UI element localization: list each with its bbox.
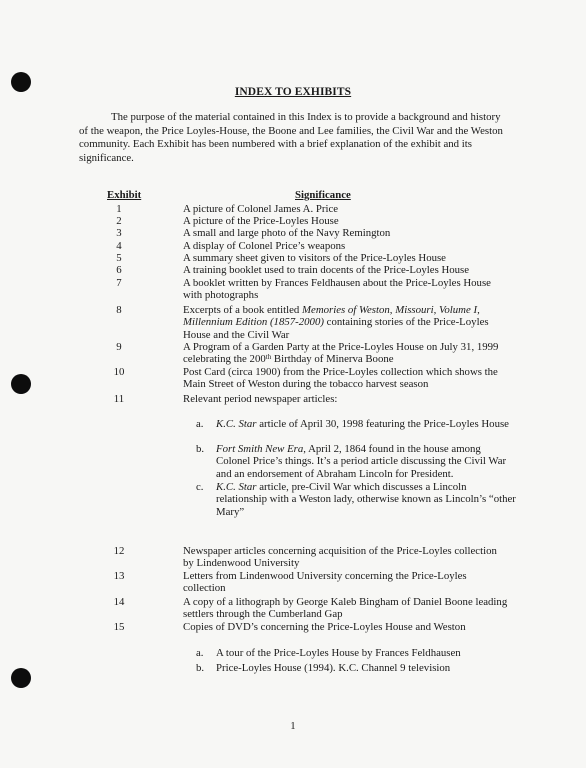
sub-item-body: article, pre-Civil War which discusses a Lincoln relationship with a Weston lady, otherwise known as Lincoln’s “other Mary” bbox=[216, 481, 516, 518]
exhibit-description: A picture of the Price-Loyles House bbox=[183, 215, 339, 227]
sub-item-text bbox=[216, 481, 516, 518]
binder-hole-bottom bbox=[11, 668, 31, 688]
exhibit-description: Post Card (circa 1900) from the Price-Loyles collection which shows the Main Street of Weston during the tobacco harvest season bbox=[183, 366, 498, 391]
exhibit-description: A small and large photo of the Navy Remington bbox=[183, 227, 391, 239]
exhibit-number: 10 bbox=[113, 366, 125, 378]
exhibit-number: 7 bbox=[116, 277, 122, 289]
sub-item-label: a. bbox=[196, 418, 204, 430]
sub-item-text bbox=[216, 418, 516, 430]
exhibit-number: 13 bbox=[113, 570, 125, 582]
exhibit-description: Newspaper articles concerning acquisition of the Price-Loyles collection by Lindenwood University bbox=[183, 545, 497, 570]
exhibit-description: A booklet written by Frances Feldhausen about the Price-Loyles House with photographs bbox=[183, 277, 491, 302]
exhibit-number: 4 bbox=[116, 240, 122, 252]
publication-title: K.C. Star bbox=[216, 418, 257, 430]
binder-hole-middle bbox=[11, 374, 31, 394]
sub-item-text: A tour of the Price-Loyles House by Frances Feldhausen bbox=[216, 647, 461, 659]
exhibit-number: 3 bbox=[116, 227, 122, 239]
exhibit-description: A picture of Colonel James A. Price bbox=[183, 203, 339, 215]
intro-paragraph: The purpose of the material contained in this Index is to provide a background and history of the weapon, the Price Loyles-House, the Boone and Lee families, the Civil War and the Weston community. Each Exhibit has been numbered with a brief explanation of the exhibit and its significance. bbox=[79, 111, 503, 164]
book-title: Memories of Weston, Missouri, Volume I, Millennium Edition (1857-2000) bbox=[183, 304, 480, 329]
exhibit-description: Letters from Lindenwood University concerning the Price-Loyles collection bbox=[183, 570, 467, 595]
exhibit-description bbox=[183, 304, 509, 341]
exhibit-number: 8 bbox=[116, 304, 122, 316]
exhibit-description-text: Birthday of Minerva Boone bbox=[271, 353, 394, 366]
exhibit-number: 6 bbox=[116, 264, 122, 276]
exhibit-description: Relevant period newspaper articles: bbox=[183, 393, 338, 405]
publication-title: Fort Smith New Era bbox=[216, 443, 304, 455]
sub-item-text bbox=[216, 443, 516, 480]
publication-title: K.C. Star bbox=[216, 481, 257, 493]
exhibit-number: 14 bbox=[113, 596, 125, 608]
exhibit-description-text: Excerpts of a book entitled bbox=[183, 304, 303, 316]
ordinal-suffix: th bbox=[265, 353, 272, 362]
significance-column-header: Significance bbox=[295, 189, 351, 201]
exhibit-description: A copy of a lithograph by George Kaleb Bingham of Daniel Boone leading settlers through the Cumberland Gap bbox=[183, 596, 508, 621]
sub-item-label: b. bbox=[196, 662, 205, 674]
sub-item-body: article of April 30, 1998 featuring the Price-Loyles House bbox=[256, 418, 509, 430]
page-title: INDEX TO EXHIBITS bbox=[234, 86, 352, 98]
exhibit-description: A summary sheet given to visitors of the Price-Loyles House bbox=[183, 252, 446, 264]
sub-item-label: c. bbox=[196, 481, 204, 493]
exhibit-column-header: Exhibit bbox=[107, 189, 142, 201]
exhibit-number: 2 bbox=[116, 215, 122, 227]
exhibit-description-text: containing stories of the Price-Loyles House and the Civil War bbox=[183, 316, 489, 341]
sub-item-label: a. bbox=[196, 647, 204, 659]
sub-item-body: , April 2, 1864 found in the house among Colonel Price’s things. It’s a period article discussing the Civil War and an endorsement of Abraham Lincoln for President. bbox=[216, 443, 507, 480]
sub-item-label: b. bbox=[196, 443, 205, 455]
exhibit-number: 9 bbox=[116, 341, 122, 353]
exhibit-description: Copies of DVD’s concerning the Price-Loyles House and Weston bbox=[183, 621, 466, 633]
exhibit-number: 15 bbox=[113, 621, 125, 633]
exhibit-description: A training booklet used to train docents of the Price-Loyles House bbox=[183, 264, 470, 276]
exhibit-number: 11 bbox=[113, 393, 125, 405]
exhibit-description-text: A Program of a Garden Party at the Price-Loyles House on July 31, 1999 celebrating the 200 bbox=[183, 341, 499, 366]
exhibit-number: 1 bbox=[116, 203, 122, 215]
page-number: 1 bbox=[290, 720, 296, 732]
exhibit-description: A display of Colonel Price’s weapons bbox=[183, 240, 346, 252]
exhibit-number: 5 bbox=[116, 252, 122, 264]
sub-item-text: Price-Loyles House (1994). K.C. Channel 9 television bbox=[216, 662, 451, 674]
exhibit-description bbox=[183, 341, 509, 366]
exhibit-number: 12 bbox=[113, 545, 125, 557]
